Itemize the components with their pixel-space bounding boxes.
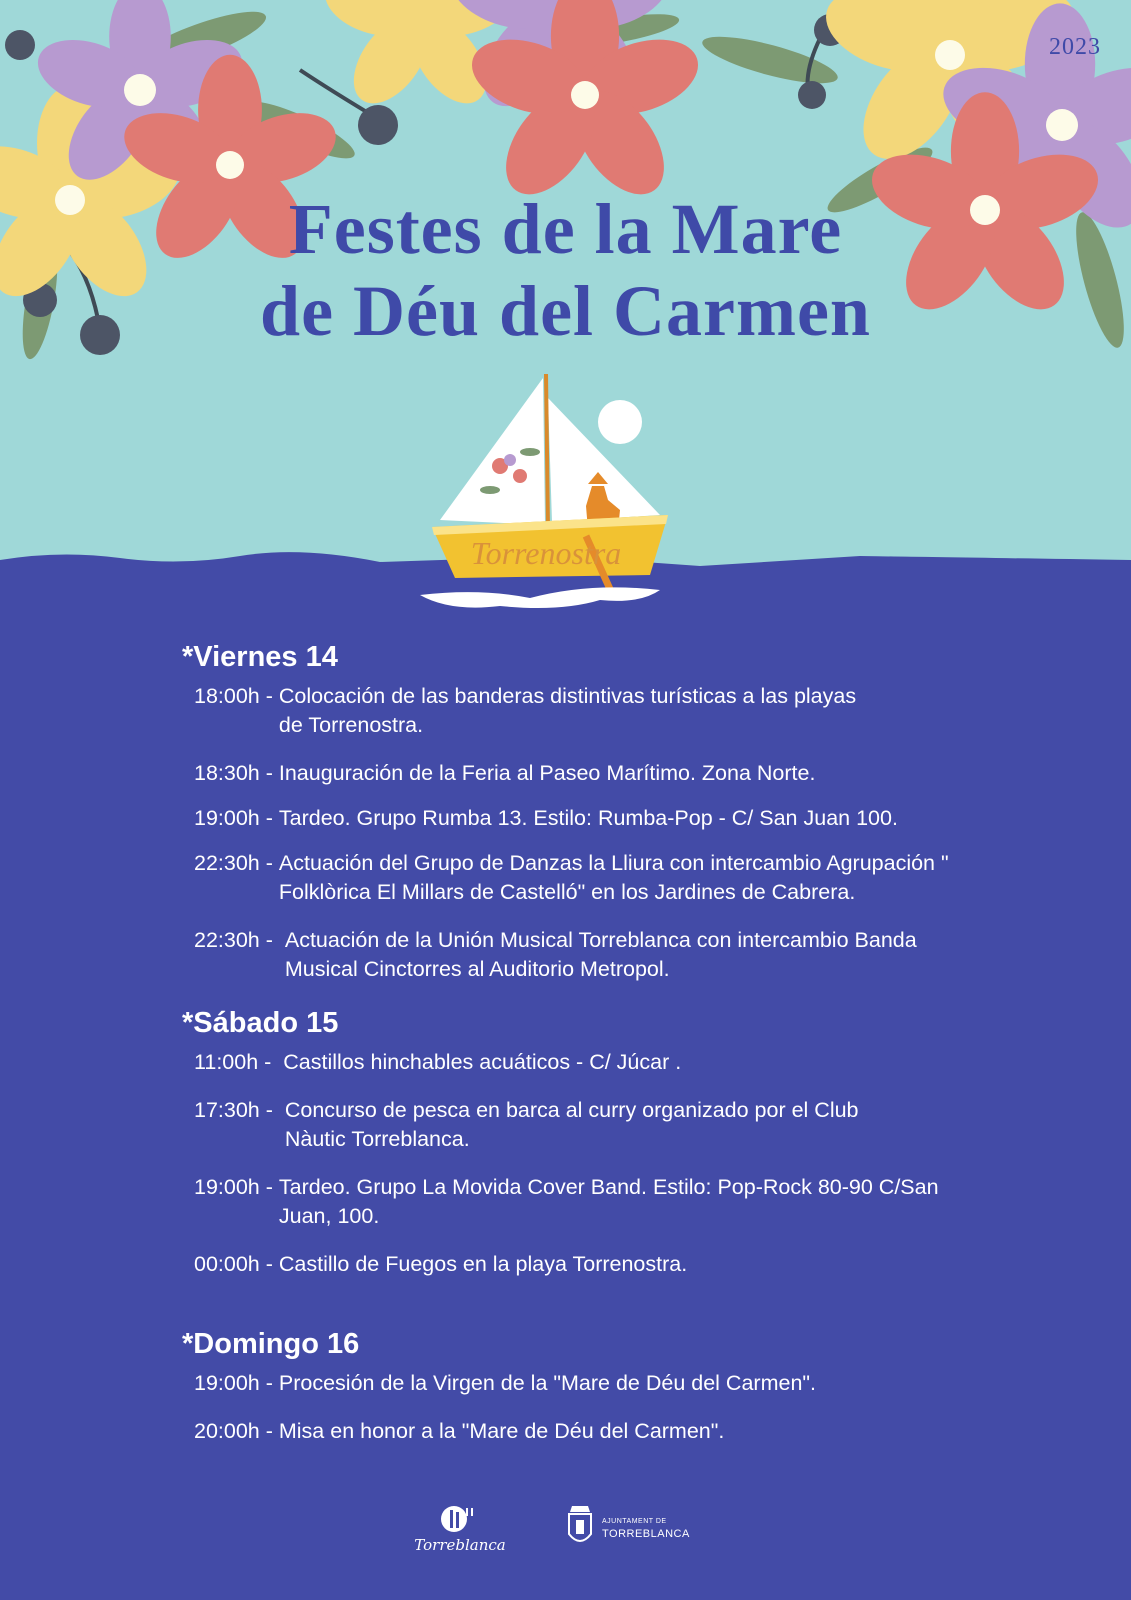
event-description: Castillo de Fuegos en la playa Torrenostra. [278,1252,688,1276]
boat-name-label: Torrenostra [470,535,622,571]
event-description: Castillos hinchables acuáticos - C/ Júcar . [283,1050,682,1074]
event-description: Inauguración de la Feria al Paseo Marítimo. Zona Norte. [278,761,816,785]
list-item [194,926,1082,984]
list-item [194,1048,1082,1077]
list-item [194,849,1082,907]
event-time: 19:00h [194,1175,260,1199]
tower-icon [440,1504,476,1534]
list-item [194,1417,1082,1446]
boat-illustration [420,374,668,608]
day-heading-viernes: *Viernes 14 [182,641,338,673]
event-time: 20:00h [194,1419,260,1443]
event-separator: - [259,1371,279,1395]
event-description: Tardeo. Grupo La Movida Cover Band. Estilo: Pop-Rock 80-90 C/San Juan, 100. [278,1175,939,1228]
list-item [194,804,1082,833]
list-item [194,1250,1082,1279]
event-separator: - [259,806,279,830]
event-time: 00:00h [194,1252,260,1276]
year-label: 2023 [1049,34,1101,60]
event-description: Colocación de las banderas distintivas turísticas a las playas de Torrenostra. [278,684,857,737]
event-description: Misa en honor a la "Mare de Déu del Carmen". [278,1419,725,1443]
event-time: 19:00h [194,806,260,830]
list-item [194,759,1082,788]
ajuntament-logo [566,1504,706,1554]
event-separator: - [259,851,279,875]
event-time: 22:30h [194,928,260,952]
torreblanca-logo [410,1504,510,1564]
event-separator: - [259,928,285,952]
footer-logos [0,1500,1131,1570]
list-item [194,682,1082,740]
title-line-2: de Déu del Carmen [260,271,871,351]
event-separator: - [258,1050,284,1074]
event-separator: - [259,1098,285,1122]
event-separator: - [259,1252,279,1276]
event-time: 11:00h [194,1050,259,1074]
event-separator: - [259,1175,279,1199]
event-separator: - [259,761,279,785]
event-description: Tardeo. Grupo Rumba 13. Estilo: Rumba-Pop - C/ San Juan 100. [278,806,898,830]
event-schedule [182,640,1082,1465]
event-description: Actuación del Grupo de Danzas la Lliura con intercambio Agrupación " Folklòrica El Millars de Castelló" en los Jardines de Cabrera. [278,851,949,904]
list-item [194,1369,1082,1398]
event-description: Procesión de la Virgen de la "Mare de Déu del Carmen". [278,1371,817,1395]
event-time: 18:30h [194,761,260,785]
day-heading-sabado: *Sábado 15 [182,1007,339,1039]
list-item [194,1173,1082,1231]
torreblanca-logo-label: Torreblanca [414,1536,506,1554]
event-separator: - [259,1419,279,1443]
event-description: Concurso de pesca en barca al curry organizado por el Club Nàutic Torreblanca. [284,1098,859,1151]
event-description: Actuación de la Unión Musical Torreblanca con intercambio Banda Musical Cinctorres al Auditorio Metropol. [284,928,917,981]
event-time: 19:00h [194,1371,260,1395]
title-line-1: Festes de la Mare [288,189,843,269]
day-heading-domingo: *Domingo 16 [182,1328,360,1360]
ajuntament-label: AJUNTAMENT DE [602,1518,667,1525]
list-item [194,1096,1082,1154]
page-title [0,188,1131,352]
event-separator: - [259,684,279,708]
ajuntament-town-label: TORREBLANCA [602,1528,690,1540]
coat-of-arms-icon [566,1504,594,1548]
event-time: 18:00h [194,684,260,708]
event-time: 22:30h [194,851,260,875]
event-time: 17:30h [194,1098,260,1122]
